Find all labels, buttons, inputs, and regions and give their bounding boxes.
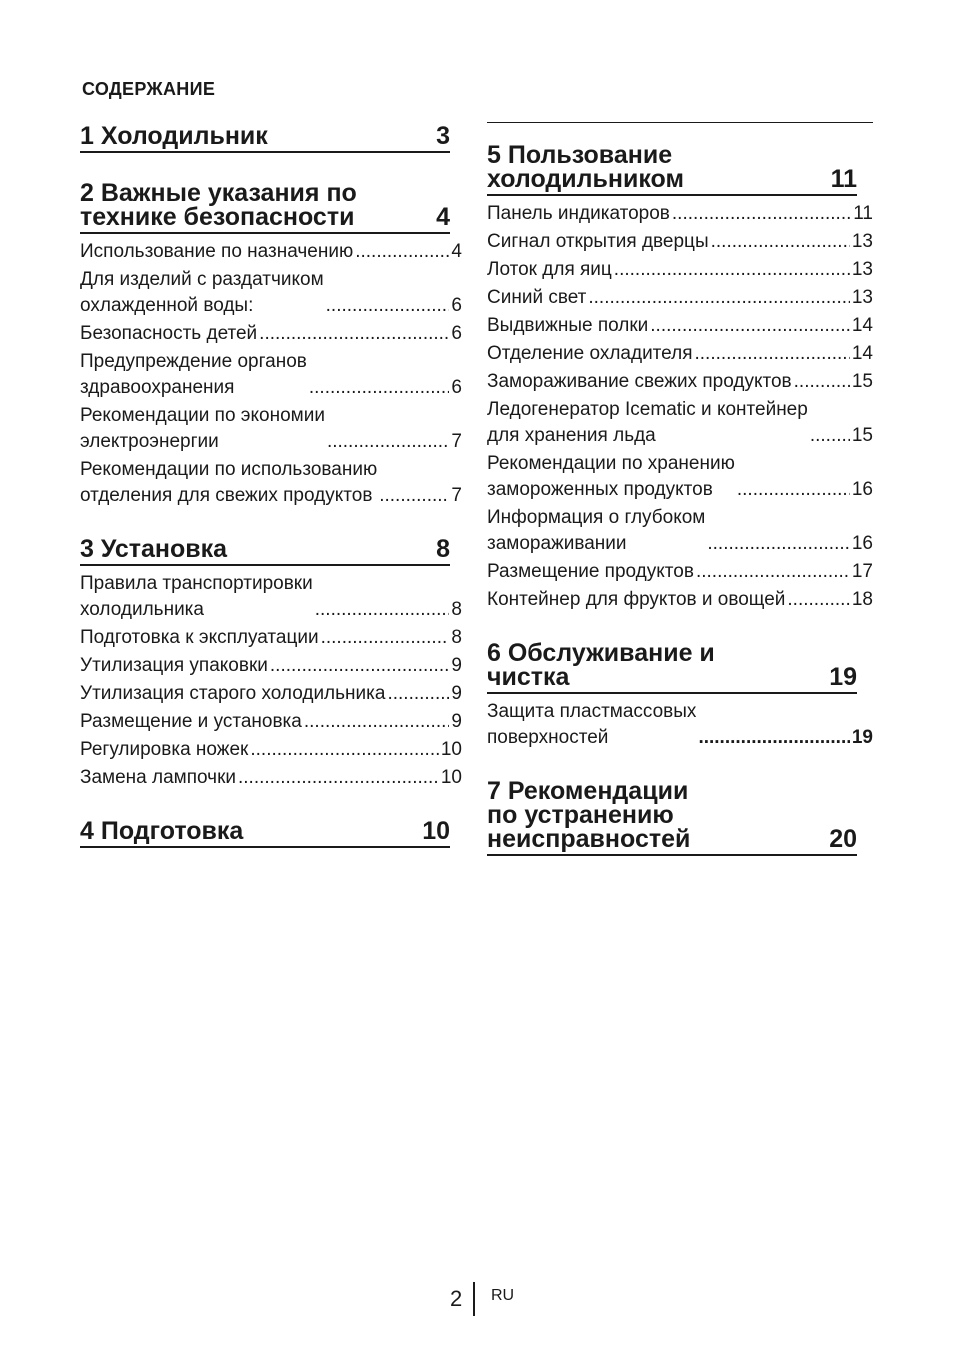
- entry-title: Предупреждение органов здравоохранения: [80, 351, 307, 398]
- entry-page-number: 6: [451, 377, 462, 398]
- dot-leader: [326, 293, 450, 319]
- entry-page-number: 15: [851, 425, 873, 446]
- entry-page-number: 7: [451, 485, 462, 506]
- section-heading[interactable]: [487, 779, 857, 856]
- entry-title: Правила транспортировки холодильника: [80, 573, 313, 620]
- toc-entry[interactable]: [80, 571, 462, 623]
- dot-leader: [304, 709, 450, 735]
- dot-leader: [737, 477, 850, 503]
- toc-entry[interactable]: [487, 451, 873, 503]
- entry-page-number: 13: [851, 287, 873, 308]
- dot-leader: [810, 423, 850, 449]
- entry-page-number: 14: [851, 343, 873, 364]
- entry-page-number: 9: [451, 711, 462, 732]
- toc-entry[interactable]: [487, 587, 873, 613]
- dot-leader: [614, 257, 850, 283]
- entry-page-number: 13: [851, 231, 873, 252]
- section-page-number: 10: [422, 817, 450, 845]
- toc-entry[interactable]: [487, 505, 873, 557]
- language-code: RU: [491, 1287, 515, 1304]
- toc-section: [487, 641, 873, 751]
- entry-title: Защита пластмассовых поверхностей: [487, 701, 697, 748]
- toc-entry[interactable]: [80, 349, 462, 401]
- section-heading[interactable]: [80, 124, 450, 153]
- entry-page-number: 9: [451, 655, 462, 676]
- toc-entry[interactable]: [80, 681, 462, 707]
- toc-section: [80, 537, 462, 791]
- footer-divider: [473, 1282, 475, 1316]
- section-page-number: 3: [436, 122, 450, 150]
- dot-leader: [650, 313, 850, 339]
- section-title: 1 Холодильник: [80, 122, 268, 150]
- toc-entry[interactable]: [487, 559, 873, 585]
- dot-leader: [238, 765, 439, 791]
- entry-title: Безопасность детей: [80, 323, 258, 344]
- dot-leader: [588, 285, 850, 311]
- section-title: 4 Подготовка: [80, 817, 244, 845]
- entry-page-number: 4: [451, 241, 462, 262]
- entry-page-number: 10: [440, 767, 462, 788]
- entry-title: Размещение продуктов: [487, 561, 694, 582]
- toc-entry[interactable]: [487, 369, 873, 395]
- section-title: 5 Пользование холодильником: [487, 141, 684, 193]
- entry-title: Рекомендации по экономии электроэнергии: [80, 405, 325, 452]
- entry-title: Утилизация упаковки: [80, 655, 268, 676]
- entry-title: Регулировка ножек: [80, 739, 249, 760]
- toc-entry[interactable]: [487, 699, 873, 751]
- section-page-number: 20: [829, 825, 857, 853]
- section-heading[interactable]: [80, 181, 450, 234]
- page-title: СОДЕРЖАНИЕ: [82, 79, 216, 99]
- toc-entry[interactable]: [80, 403, 462, 455]
- toc-left-column: [80, 124, 462, 876]
- entry-title: Информация о глубоком замораживании: [487, 507, 706, 554]
- dot-leader: [259, 321, 449, 347]
- entry-title: Использование по назначению: [80, 241, 354, 262]
- dot-leader: [379, 483, 449, 509]
- toc-entry[interactable]: [80, 709, 462, 735]
- section-heading[interactable]: [80, 819, 450, 848]
- entry-page-number: 9: [451, 683, 462, 704]
- entry-page-number: 6: [451, 323, 462, 344]
- toc-entry[interactable]: [487, 229, 873, 255]
- toc-entry[interactable]: [80, 457, 462, 509]
- dot-leader: [309, 375, 450, 401]
- entry-title: Для изделий с раздатчиком охлажденной воды:: [80, 269, 324, 316]
- section-page-number: 4: [436, 203, 450, 231]
- dot-leader: [315, 597, 450, 623]
- entry-title: Синий свет: [487, 287, 587, 308]
- toc-section: [80, 181, 462, 509]
- dot-leader: [694, 341, 849, 367]
- entry-page-number: 19: [851, 727, 873, 748]
- page-number: 2: [450, 1286, 463, 1311]
- entry-title: Замораживание свежих продуктов: [487, 371, 792, 392]
- toc-entry[interactable]: [487, 341, 873, 367]
- entry-title: Рекомендации по использованию отделения для свежих продуктов: [80, 459, 378, 506]
- entry-page-number: 18: [851, 589, 873, 610]
- dot-leader: [321, 625, 450, 651]
- entry-page-number: 15: [851, 371, 873, 392]
- toc-section: [80, 819, 462, 848]
- dot-leader: [250, 737, 439, 763]
- section-page-number: 8: [436, 535, 450, 563]
- toc-entry[interactable]: [80, 737, 462, 763]
- toc-entry[interactable]: [80, 267, 462, 319]
- toc-entry[interactable]: [80, 625, 462, 651]
- section-title: 6 Обслуживание и чистка: [487, 639, 715, 691]
- dot-leader: [270, 653, 450, 679]
- section-heading[interactable]: [487, 641, 857, 694]
- dot-leader: [787, 587, 849, 613]
- toc-entry[interactable]: [487, 313, 873, 339]
- dot-leader: [696, 559, 850, 585]
- entry-title: Панель индикаторов: [487, 203, 670, 224]
- toc-section: [487, 779, 873, 856]
- entry-page-number: 16: [851, 479, 873, 500]
- entry-page-number: 7: [451, 431, 462, 452]
- toc-entry[interactable]: [487, 285, 873, 311]
- dot-leader: [672, 201, 851, 227]
- toc-entry[interactable]: [80, 765, 462, 791]
- dot-leader: [794, 369, 850, 395]
- toc-entry[interactable]: [487, 201, 873, 227]
- dot-leader: [355, 239, 449, 265]
- dot-leader: [327, 429, 449, 455]
- toc-entry[interactable]: [80, 239, 462, 265]
- toc-entry[interactable]: [80, 321, 462, 347]
- entry-title: Контейнер для фруктов и овощей: [487, 589, 786, 610]
- entry-page-number: 17: [851, 561, 873, 582]
- entry-title: Подготовка к эксплуатации: [80, 627, 319, 648]
- entry-title: Лоток для яиц: [487, 259, 612, 280]
- entry-page-number: 8: [451, 627, 462, 648]
- toc-section: [80, 124, 462, 153]
- entry-title: Рекомендации по хранению замороженных продуктов: [487, 453, 735, 500]
- entry-title: Отделение охладителя: [487, 343, 693, 364]
- entry-page-number: 13: [851, 259, 873, 280]
- entry-page-number: 14: [851, 315, 873, 336]
- entry-page-number: 10: [440, 739, 462, 760]
- entry-title: Ледогенератор Icematic и контейнер для хранения льда: [487, 399, 808, 446]
- dot-leader: [387, 681, 449, 707]
- section-heading[interactable]: [80, 537, 450, 566]
- entry-page-number: 16: [851, 533, 873, 554]
- section-heading[interactable]: [487, 143, 857, 196]
- section-page-number: 19: [829, 663, 857, 691]
- toc-entry[interactable]: [487, 397, 873, 449]
- entry-title: Утилизация старого холодильника: [80, 683, 386, 704]
- section-title: 7 Рекомендации по устранению неисправностей: [487, 777, 691, 853]
- section-page-number: 11: [830, 165, 857, 193]
- toc-right-column: [487, 122, 873, 884]
- section-title: 2 Важные указания по технике безопасности: [80, 179, 357, 231]
- section-title: 3 Установка: [80, 535, 228, 563]
- toc-entry[interactable]: [487, 257, 873, 283]
- entry-title: Сигнал открытия дверцы: [487, 231, 709, 252]
- entry-page-number: 6: [451, 295, 462, 316]
- toc-entry[interactable]: [80, 653, 462, 679]
- entry-title: Размещение и установка: [80, 711, 302, 732]
- dot-leader: [711, 229, 850, 255]
- dot-leader: [707, 531, 849, 557]
- dot-leader: [698, 725, 849, 751]
- toc-section: [487, 143, 873, 613]
- entry-page-number: 8: [451, 599, 462, 620]
- entry-page-number: 11: [853, 203, 873, 224]
- entry-title: Замена лампочки: [80, 767, 236, 788]
- entry-title: Выдвижные полки: [487, 315, 649, 336]
